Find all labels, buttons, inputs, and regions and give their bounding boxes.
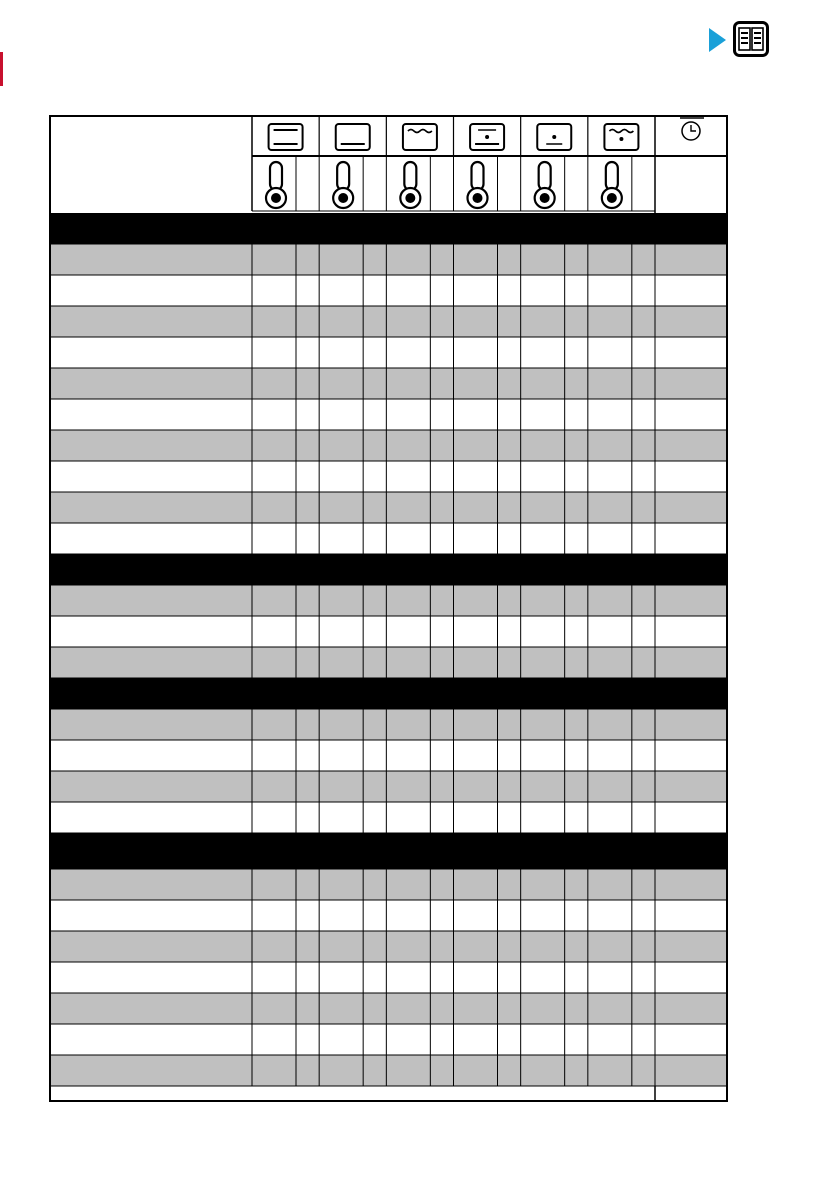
- thermometer-fill: [271, 193, 281, 203]
- thermometer-fill: [338, 193, 348, 203]
- table-row: [50, 461, 727, 492]
- table-row: [50, 337, 727, 368]
- table-row: [50, 709, 727, 740]
- table-row: [50, 962, 727, 993]
- table-row: [50, 368, 727, 399]
- grill-element: [609, 130, 633, 133]
- table-row: [50, 647, 727, 678]
- table-row: [50, 869, 727, 900]
- table-row: [50, 1024, 727, 1055]
- section-header-band: [50, 554, 727, 585]
- thermometer-fill: [540, 193, 550, 203]
- thermometer-stem: [472, 162, 484, 190]
- thermometer-icon: [535, 162, 555, 208]
- thermometer-stem: [270, 162, 282, 190]
- top-heat-icon: [403, 124, 437, 150]
- thermometer-icon: [266, 162, 286, 208]
- oven-glyph-frame: [403, 124, 437, 150]
- fan-plus-top-heat-icon: [604, 124, 638, 150]
- table-row: [50, 430, 727, 461]
- table-row: [50, 802, 727, 833]
- clock-icon: [680, 118, 704, 140]
- thermometer-fill: [405, 193, 415, 203]
- table-row: [50, 244, 727, 275]
- table-row: [50, 740, 727, 771]
- clock-hands: [691, 125, 696, 131]
- section-header-band: [50, 678, 727, 709]
- fan-glyph: [619, 137, 623, 141]
- table-row: [50, 771, 727, 802]
- bottom-heat-icon: [336, 124, 370, 150]
- conventional-heat-icon: [269, 124, 303, 150]
- grill-element: [408, 130, 432, 133]
- thermometer-icon: [602, 162, 622, 208]
- table-row: [50, 993, 727, 1024]
- table-row: [50, 399, 727, 430]
- thermometer-icon: [333, 162, 353, 208]
- table-row: [50, 306, 727, 337]
- table-row: [50, 616, 727, 647]
- fan-plus-bottom-heat-icon: [470, 124, 504, 150]
- section-header-band: [50, 833, 727, 869]
- table-row: [50, 523, 727, 554]
- table-row: [50, 1055, 727, 1086]
- thermometer-stem: [539, 162, 551, 190]
- thermometer-fill: [607, 193, 617, 203]
- table-row: [50, 492, 727, 523]
- thermometer-fill: [473, 193, 483, 203]
- thermometer-stem: [337, 162, 349, 190]
- thermometer-icon: [400, 162, 420, 208]
- oven-glyph-frame: [269, 124, 303, 150]
- fan-assisted-icon: [537, 124, 571, 150]
- table-row: [50, 585, 727, 616]
- table-row: [50, 900, 727, 931]
- table-row: [50, 275, 727, 306]
- fan-glyph: [552, 135, 556, 139]
- thermometer-stem: [606, 162, 618, 190]
- thermometer-icon: [468, 162, 488, 208]
- section-header-band: [50, 213, 727, 244]
- fan-glyph: [485, 135, 489, 139]
- oven-glyph-frame: [336, 124, 370, 150]
- thermometer-stem: [404, 162, 416, 190]
- table-row: [50, 931, 727, 962]
